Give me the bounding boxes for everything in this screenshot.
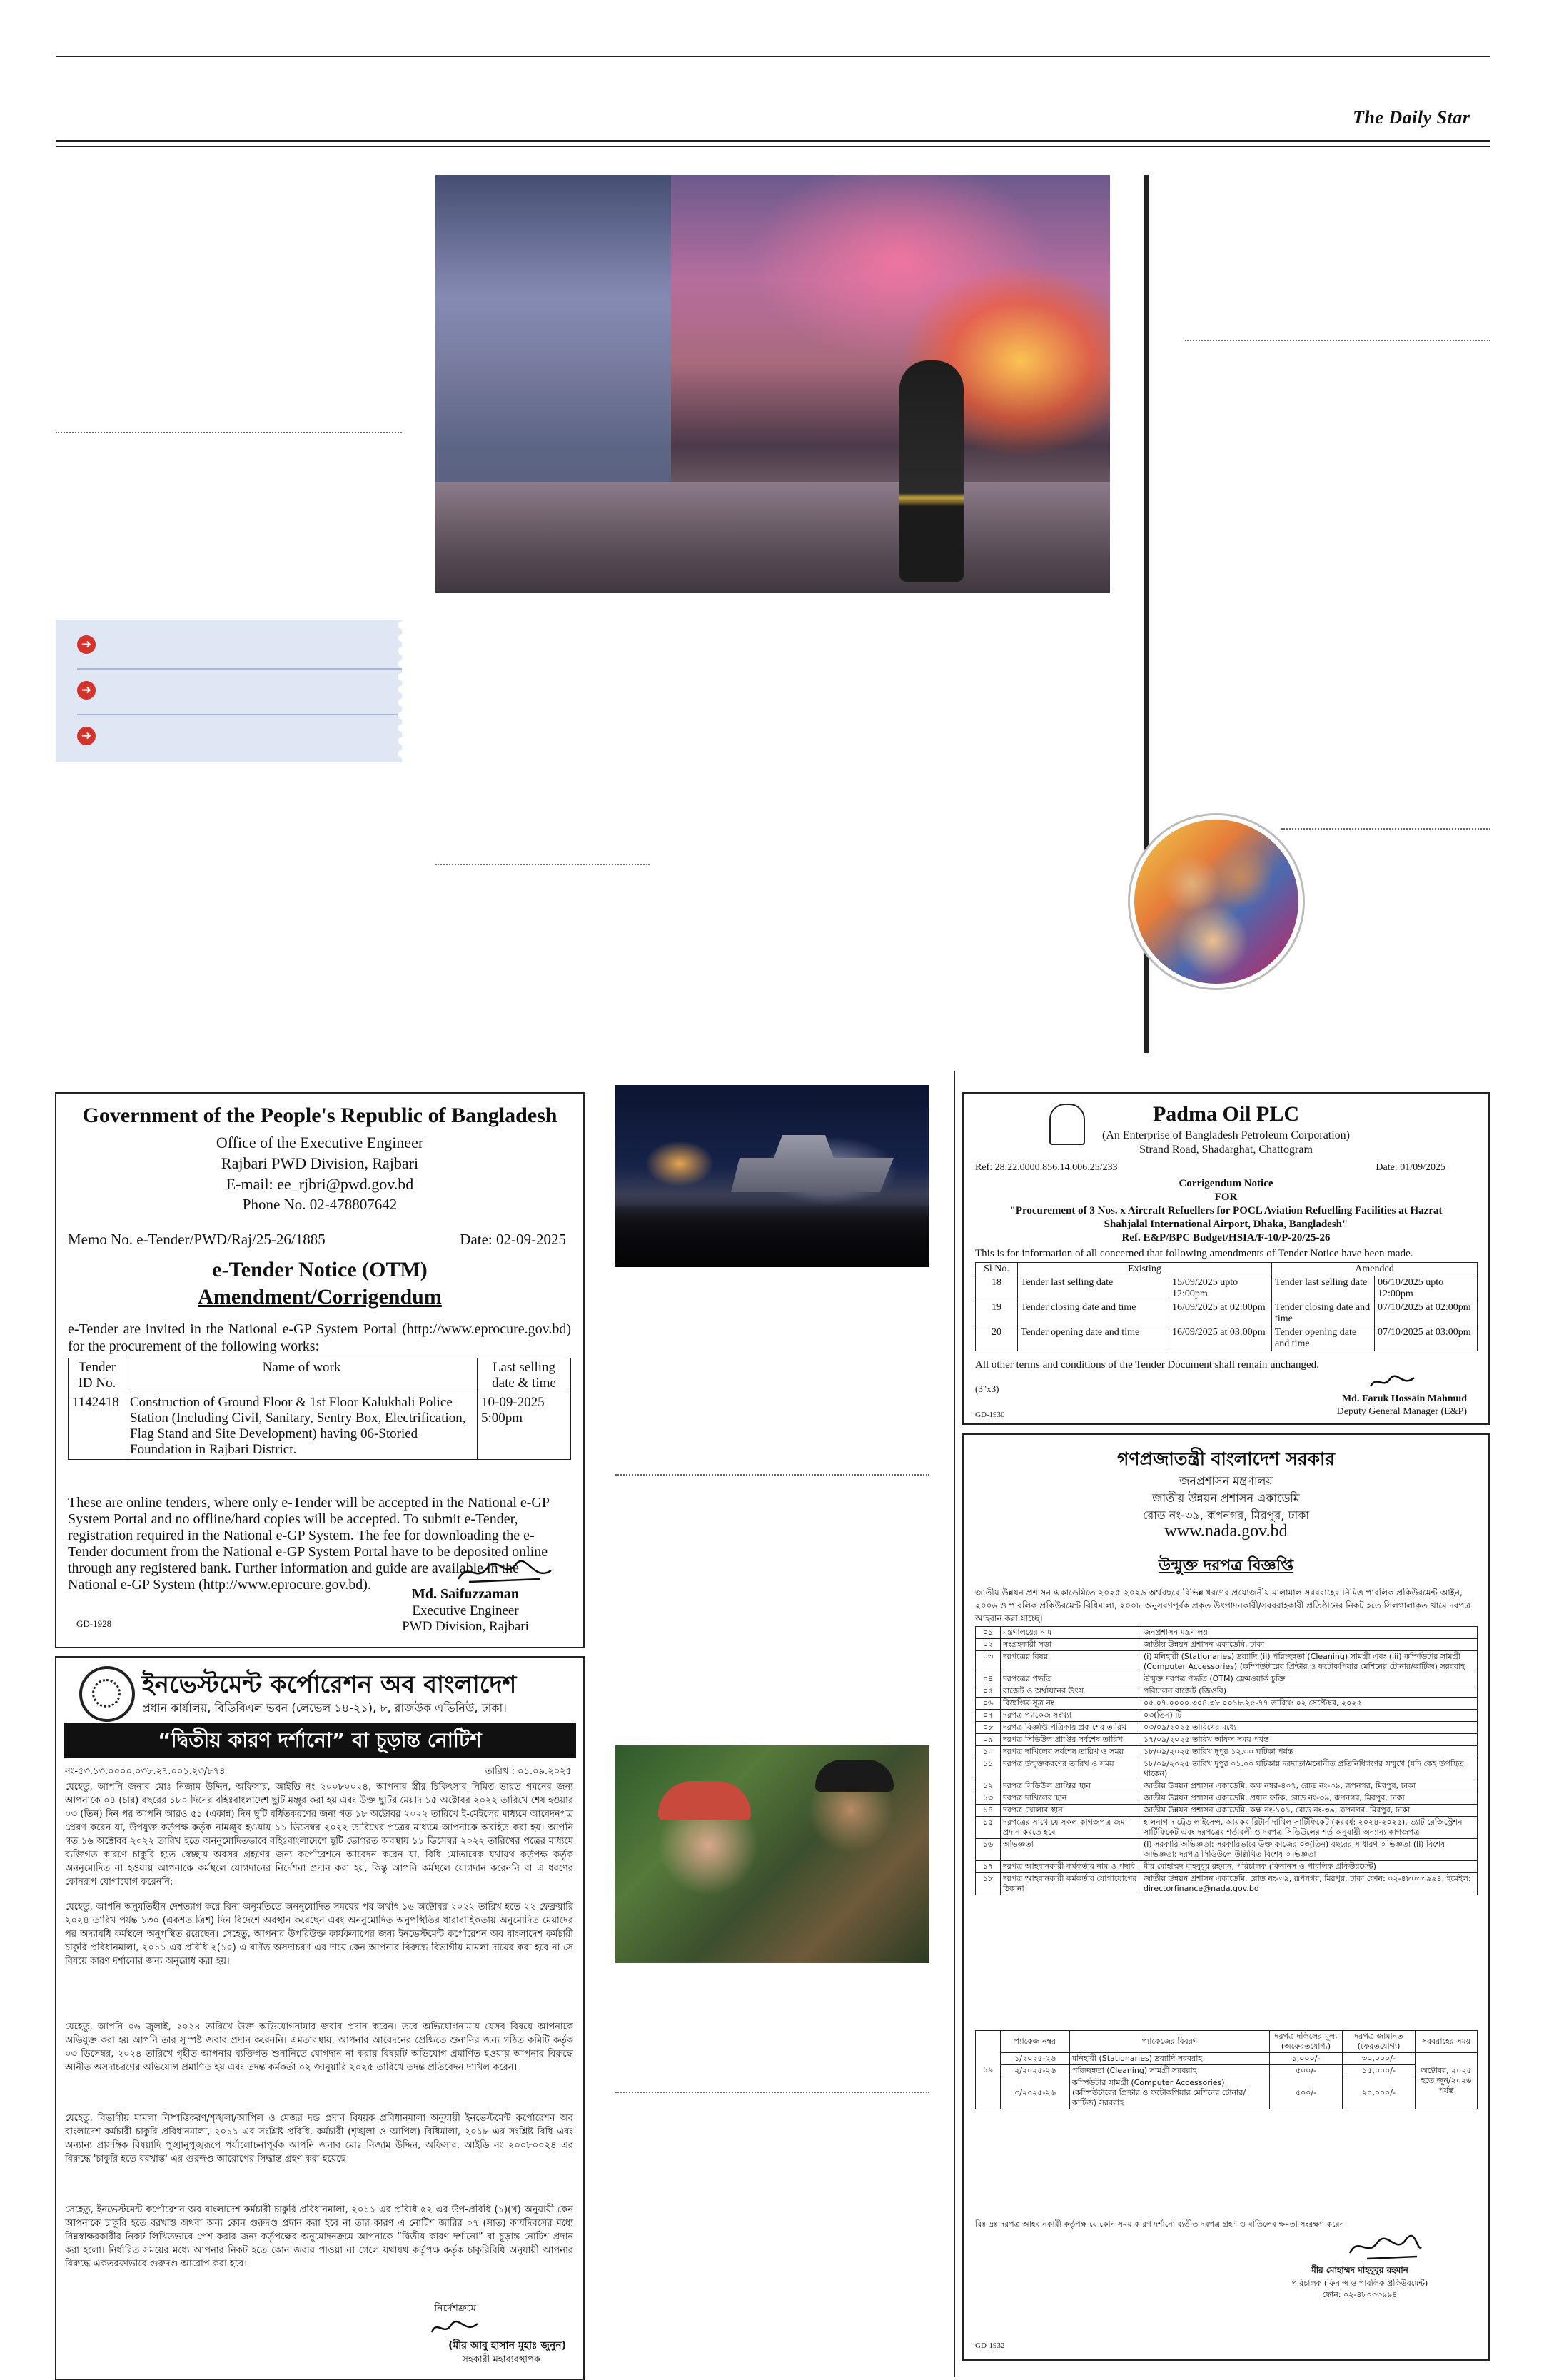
row-key: দরপত্রের বিষয় bbox=[1001, 1651, 1141, 1673]
arrow-circle-icon: ➜ bbox=[77, 727, 96, 745]
row-key: দরপত্র দাখিলের স্থান bbox=[1001, 1792, 1141, 1805]
ship-photo bbox=[615, 1085, 929, 1267]
table-row bbox=[976, 1722, 1478, 1734]
table-cell: Tender closing date and time bbox=[1272, 1301, 1375, 1326]
icb-notice-ad bbox=[55, 1656, 585, 2380]
table-cell: Tender last selling date bbox=[1018, 1276, 1169, 1301]
ad-address: প্রধান কার্যালয়, বিডিবিএল ভবন (লেভেল ১৪-২১), ৮, রাজউক এভিনিউ, ঢাকা। bbox=[142, 1701, 507, 1715]
arrow-circle-icon: ➜ bbox=[77, 681, 96, 700]
row-value: ১৮/০৯/২০২৫ তারিখ দুপুর ০১.০০ ঘটিকায় দরদাতা/মনোনীত প্রতিনিধিগণের সম্মুখে (যদি কেহ উপস্থিত থাকেন) bbox=[1141, 1758, 1478, 1780]
ad-email: E-mail: ee_rjbri@pwd.gov.bd bbox=[226, 1175, 414, 1193]
table-cell: Tender closing date and time bbox=[1018, 1301, 1169, 1326]
ad-division: Rajbari PWD Division, Rajbari bbox=[221, 1154, 419, 1172]
masthead-rule-2 bbox=[56, 146, 1490, 147]
icb-logo bbox=[79, 1666, 135, 1722]
photo-crowd bbox=[615, 1206, 929, 1267]
row-number: ১৩ bbox=[976, 1792, 1001, 1805]
package-price: ৫০০/- bbox=[1270, 2077, 1343, 2109]
table-row bbox=[976, 1685, 1478, 1698]
table-row bbox=[976, 1746, 1478, 1758]
photo-rubble bbox=[435, 482, 1110, 593]
ad-subtitle: (An Enterprise of Bangladesh Petroleum Corporation) bbox=[1101, 1129, 1351, 1141]
ref-number: নং-৫৩.১৩.০০০০.০৩৮.২৭.০০১.২৩/৮৭৪ bbox=[65, 1766, 226, 1777]
signatory-name: (মীর আবু হাসান মুহাঃ জুনুন) bbox=[448, 2340, 566, 2351]
round-photo-refugees bbox=[1130, 815, 1303, 988]
notice-notes: These are online tenders, where only e-Tender will be accepted in the National e-GP System Portal and no offline/hard copies will be accepted. To submit e-Tender, registration required in the National e-GP System. The fee for downloading the e-Tender document from the National e-GP System Portal have to be deposited online through any registered bank. Further information and guide are available in the National e-GP System (http://www.eprocure.gov.bd). bbox=[68, 1495, 550, 1593]
masthead-rule-1 bbox=[56, 140, 1490, 142]
notice-banner: “দ্বিতীয় কারণ দর্শানো” বা চূড়ান্ত নোটিশ bbox=[64, 1723, 576, 1758]
photo-firefighter bbox=[899, 360, 964, 582]
row-value: ০৫.০৭.০০০০.৩০৪.৩৮.০০১৮.২৫-৭৭ তারিখ: ০২ সেপ্টেম্বর, ২০২৫ bbox=[1141, 1698, 1478, 1710]
row-key: সংগ্রহকারী সত্তা bbox=[1001, 1639, 1141, 1651]
ad-phone: Phone No. 02-478807642 bbox=[242, 1196, 398, 1213]
ad-office: Office of the Executive Engineer bbox=[216, 1134, 424, 1151]
row-number: ১৭ bbox=[976, 1861, 1001, 1873]
tender-info-table bbox=[975, 1626, 1478, 1895]
gd-number: GD-1928 bbox=[76, 1618, 112, 1629]
notice-intro: e-Tender are invited in the National e-GP System Portal (http://www.eprocure.gov.bd) for the procurement of the following works: bbox=[68, 1321, 571, 1354]
notice-paragraph: যেহেতু, আপনি জনাব মোঃ নিজাম উদ্দিন, অফিসার, আইডি নং ২০০৮০০২৪, আপনার স্ত্রীর চিকিৎসার নিমিত্ত ভারত গমনের জন্য আপনাকে ০৪ (চার) বছরের ১৮০ দিনের বহিঃবাংলাদেশ ছুটি মঞ্জুর করা হয় এবং উক্ত ছুটির মেয়াদ ১৫ অক্টোবর ২০২২ তারিখে শেষ হওয়ার ০৩ (তিন) দিন পর আপনি আরও ৫১ (একান্ন) দিন ছুটি বর্ধিতকরণের জন্য গত ১৮ অক্টোবর ২০২২ তারিখে ই-মেইলের মাধ্যমে আবেদনপত্র প্রেরণ করেন যা, উপযুক্ত কর্তৃপক্ষ কর্তৃক নামঞ্জুর হওয়ায় ১১ ডিসেম্বর ২০২২ তারিখের পত্রের মাধ্যমে আপনাকে অবহিত করা হয়। আপনি গত ১৬ অক্টোবর ২০২২ তারিখ হতে অননুমোদিতভাবে বহিঃবাংলাদেশে ছুটি ভোগরত অবস্থায় ১১ ডিসেম্বর ২০২২ তারিখের পত্রের মাধ্যমে ব্যক্তিগত কারণে চাকুরি হতে স্বেচ্ছায় অবসর গ্রহণের জন্য কর্পোরেশনে আবেদন করেন যা, বিধি মোতাবেক যথাযথ কর্তৃপক্ষ কর্তৃক অননুমোদিত না হওয়ায় আপনাকে কর্মস্থলে যোগদানের নির্দেশনা প্রদান করা হয়, কিন্তু আপনি কর্মস্থলে যোগদান করেননি বা এ ধরণের কোনরূপ যোগাযোগ করেননি; bbox=[65, 1782, 573, 1887]
row-value: ০৩/০৯/২০২৫ তারিখের মধ্যে bbox=[1141, 1722, 1478, 1734]
table-row bbox=[976, 1710, 1478, 1722]
padma-corrigendum-ad bbox=[962, 1092, 1490, 1425]
table-header: Sl No. bbox=[976, 1263, 1018, 1276]
package-security: ১৫,০০০/- bbox=[1343, 2065, 1416, 2077]
photo-red-cap bbox=[658, 1781, 751, 1820]
row-number: ০৮ bbox=[976, 1722, 1001, 1734]
ad-ministry: জনপ্রশাসন মন্ত্রণালয় bbox=[1179, 1474, 1273, 1488]
table-cell: Tender last selling date bbox=[1272, 1276, 1375, 1301]
row-key: মন্ত্রণালয়ের নাম bbox=[1001, 1627, 1141, 1639]
ad-academy: জাতীয় উন্নয়ন প্রশাসন একাডেমি bbox=[1152, 1491, 1300, 1505]
perforated-edge bbox=[395, 620, 402, 762]
row-value: জাতীয় উন্নয়ন প্রশাসন একাডেমি, রোড নং-৩৯, রূপনগর, মিরপুর, ঢাকা ফোন: ০২-৪৮০৩৩৯৯৪, ইমেইল: directorfinance@nada.gov.bd bbox=[1141, 1873, 1478, 1895]
row-key: দরপত্রের সাথে যে সকল কাগজপত্র জমা প্রদান করতে হবে bbox=[1001, 1817, 1141, 1839]
ad-size: (3"x3) bbox=[975, 1383, 999, 1394]
table-row bbox=[976, 1780, 1478, 1792]
package-number: ১/২০২৫-২৬ bbox=[1001, 2053, 1070, 2065]
package-security: ২০,০০০/- bbox=[1343, 2077, 1416, 2109]
soldier-photo bbox=[615, 1745, 929, 1963]
table-row bbox=[976, 1817, 1478, 1839]
row-value: (i) সরকারি অভিজ্ঞতা: সরকারিভাবে উক্ত কাজের ০৩(তিন) বছরের সাধারণ অভিজ্ঞতা (ii) বিশেষ অভিজ্ঞতা: দরপত্র সিডিউলে উল্লিখিত বিশেষ অভিজ্ঞতা bbox=[1141, 1839, 1478, 1861]
row-key: অভিজ্ঞতা bbox=[1001, 1839, 1141, 1861]
row-key: বিজ্ঞপ্তির সূত্র নং bbox=[1001, 1698, 1141, 1710]
row-number: ১৫ bbox=[976, 1817, 1001, 1839]
notice-footer: বিঃ দ্রঃ দরপত্র আহবানকারী কর্তৃপক্ষ যে কোন সময় কারণ দর্শানো ব্যতীত দরপত্র গ্রহণ ও বাতিলের ক্ষমতা সংরক্ষণ করেন। bbox=[975, 2219, 1348, 2229]
left-column-rule bbox=[56, 432, 402, 433]
row-number: ০২ bbox=[976, 1639, 1001, 1651]
designation-line: Executive Engineer bbox=[412, 1603, 519, 1618]
tender-table bbox=[68, 1358, 571, 1460]
package-desc: কম্পিউটার সামগ্রী (Computer Accessories) (কম্পিউটারের প্রিন্টার ও ফটোকপিয়ার মেশিনের টোনার/কার্টিজ) সরবরাহ bbox=[1070, 2077, 1270, 2109]
ad-address: রোড নং-৩৯, রূপনগর, মিরপুর, ঢাকা bbox=[1142, 1508, 1310, 1522]
signature bbox=[426, 2318, 483, 2338]
notice-date: Date: 02-09-2025 bbox=[460, 1231, 566, 1248]
table-row bbox=[976, 1792, 1478, 1805]
notice-paragraph: যেহেতু, আপনি অনুমতিহীন দেশত্যাগ করে বিনা অনুমতিতে অননুমোদিত সময়ের পর অর্থাৎ ১৬ অক্টোবর ২০২২ তারিখ হতে ২২ ফেব্রুয়ারি ২০২৪ তারিখ পর্যন্ত ১৩০ (একশত ত্রিশ) দিন বিদেশে অবস্থান করেছেন এবং অননুমোদিত অনুপস্থিতির ধারাবাহিকতায় অনুমোদিত মেয়াদের পর অদ্যাবধি কর্মস্থলে অনুপস্থিত রয়েছেন। সেহেতু, আপনার উপরিউক্ত কার্যকলাপের জন্য ইনভেস্টমেন্ট কর্পোরেশন অব বাংলাদেশ কর্মচারী চাকুরি প্রবিধানমালা, ২০১১ এর প্রবিধি ২(১০) এ বর্ণিত অসদাচরণ এর দায়ে কেন আপনার বিরুদ্ধে বিভাগীয় মামলা দায়ের করা হবে না সে বিষয়ে কারণ দর্শানোর জন্য অনুরোধ করা হয়। bbox=[65, 1902, 573, 1967]
table-cell: 19 bbox=[976, 1301, 1018, 1326]
fire-photo bbox=[435, 175, 1110, 593]
row-number: ০৬ bbox=[976, 1698, 1001, 1710]
row-number: ০৯ bbox=[976, 1734, 1001, 1746]
row-value: ১৭/০৯/২০২৫ তারিখ অফিস সময় পর্যন্ত bbox=[1141, 1734, 1478, 1746]
signatory-name: Md. Saifuzzaman bbox=[412, 1586, 519, 1602]
signature bbox=[1346, 2233, 1424, 2261]
row-key: দরপত্র আহবানকারী কর্মকর্তার যোগাযোগের ঠিকানা bbox=[1001, 1873, 1141, 1895]
row-number: ১৯ bbox=[976, 2031, 1001, 2109]
table-row bbox=[976, 1627, 1478, 1639]
notice-paragraph: যেহেতু, বিভাগীয় মামলা নিষ্পত্তিকরণ/শৃঙ্খলা/আপিল ও মেজর দন্ড প্রদান বিষয়ক প্রবিধানমালা অনুযায়ী ইনভেস্টমেন্ট কর্পোরেশন অব বাংলাদেশ কর্মচারী চাকুরি প্রবিধানমালা, ২০১১ এর সংশ্লিষ্ট প্রবিধি, কর্মচারী (শৃঙ্খলা ও আপিল) বিধিমালা, ২০১৮ এর সংশ্লিষ্ট বিধি এবং অন্যান্য প্রাসঙ্গিক বিষয়াদি পুঙ্খানুপুঙ্খরূপে পর্যালোচনাপূর্বক আপনি জনাব মোঃ নিজাম উদ্দিন, অফিসার, আইডি নং ২০০৮০০২৪ এর বিরুদ্ধে 'চাকুরি হতে বরখাস্ত' এর গুরুদণ্ড আরোপের সিদ্ধান্ত গ্রহণ করা হয়েছে। bbox=[65, 2113, 573, 2164]
related-link-2[interactable] bbox=[77, 671, 402, 715]
row-number: ১২ bbox=[976, 1780, 1001, 1792]
table-row bbox=[976, 1734, 1478, 1746]
supply-period: অক্টোবর, ২০২৫ হতে জুন/২০২৬ পর্যন্ত bbox=[1416, 2053, 1478, 2109]
row-value: জাতীয় উন্নয়ন প্রশাসন একাডেমি, প্রধান ফটক, রোড নং-৩৯, রূপনগর, মিরপুর, ঢাকা bbox=[1141, 1792, 1478, 1805]
package-price: ১,০০০/- bbox=[1270, 2053, 1343, 2065]
arrow-circle-icon: ➜ bbox=[77, 635, 96, 654]
table-header: Last selling date & time bbox=[478, 1358, 571, 1393]
row-number: ০৪ bbox=[976, 1673, 1001, 1685]
table-row bbox=[976, 1805, 1478, 1817]
table-cell: Tender opening date and time bbox=[1018, 1326, 1169, 1351]
notice-date: তারিখ : ০১.০৯.২০২৫ bbox=[485, 1766, 572, 1777]
notice-heading: Corrigendum Notice bbox=[1179, 1178, 1273, 1189]
row-number: ১৬ bbox=[976, 1839, 1001, 1861]
notice-paragraph: যেহেতু, আপনি ০৬ জুলাই, ২০২৪ তারিখে উক্ত অভিযোগনামার জবাব প্রদান করেন। তবে অভিযোগনামায় যেসব বিষয়ে আপনাকে অভিযুক্ত করা হয় আপনি তার সুস্পষ্ট জবাব প্রদান করেননি। এমতাবস্থায়, আপনার আবেদনের প্রেক্ষিতে শুনানির জন্য গঠিত কমিটি কর্তৃক ০৩ ডিসেম্বর, ২০২৪ তারিখে গৃহীত আপনার ব্যক্তিগত শুনানিতে যোগদান না করায় বিষয়টি অভিযোগ প্রমাণিত হওয়ায় আপনার বিরুদ্ধে আনীত অসদাচরণের অভিযোগ প্রমাণিত হয় এবং তদন্ত কর্মকর্তা ০২ জানুয়ারি ২০২৫ তারিখে তদন্ত প্রতিবেদন দাখিল করেন। bbox=[65, 2022, 573, 2073]
row-value: উন্মুক্ত দরপত্র পদ্ধতি (OTM) ফ্রেমওয়ার্ক চুক্তি bbox=[1141, 1673, 1478, 1685]
ad-title: Padma Oil PLC bbox=[1152, 1102, 1299, 1126]
ad-website[interactable]: www.nada.gov.bd bbox=[1164, 1522, 1288, 1541]
package-number: ২/২০২৫-২৬ bbox=[1001, 2065, 1070, 2077]
table-row bbox=[976, 2065, 1478, 2077]
notice-heading: "Procurement of 3 Nos. x Aircraft Refuellers for POCL Aviation Refuelling Facilities at Hazrat bbox=[1009, 1205, 1443, 1216]
notice-heading: Shahjalal International Airport, Dhaka, Bangladesh" bbox=[1104, 1219, 1348, 1230]
amendment-table bbox=[975, 1262, 1478, 1351]
ad-title: গণপ্রজাতন্ত্রী বাংলাদেশ সরকার bbox=[1117, 1448, 1335, 1469]
row-number: ১১ bbox=[976, 1758, 1001, 1780]
row-value: জনপ্রশাসন মন্ত্রণালয় bbox=[1141, 1627, 1478, 1639]
row-value: জাতীয় উন্নয়ন প্রশাসন একাডেমি, কক্ষ নম্বর-৪০৭, রোড নং-৩৯, রূপনগর, মিরপুর, ঢাকা bbox=[1141, 1780, 1478, 1792]
table-row bbox=[976, 1861, 1478, 1873]
row-key: দরপত্র আহবানকারী কর্মকর্তার নাম ও পদবি bbox=[1001, 1861, 1141, 1873]
table-row bbox=[976, 1873, 1478, 1895]
package-price: ৫০০/- bbox=[1270, 2065, 1343, 2077]
photo-building bbox=[435, 175, 671, 482]
table-row bbox=[976, 1698, 1478, 1710]
row-value: হালনাগাদ ট্রেড লাইসেন্স, আয়কর রিটার্ন দাখিল সার্টিফিকেট (করবর্ষ: ২০২৪-২০২৫), ভ্যাট রেজিস্ট্রেশন সার্টিফিকেট এবং দরপত্রের শর্তাবলী ও দরপত্র সিডিউলের শর্ত অনুযায়ী অন্যান্য কাগজপত্র bbox=[1141, 1817, 1478, 1839]
table-cell: 06/10/2025 upto 12:00pm bbox=[1375, 1276, 1478, 1301]
row-key: দরপত্র সিডিউল প্রাপ্তির সর্বশেষ তারিখ bbox=[1001, 1734, 1141, 1746]
row-number: ০৫ bbox=[976, 1685, 1001, 1698]
package-desc: মনিহারী (Stationaries) দ্রব্যাদি সরবরাহ bbox=[1070, 2053, 1270, 2065]
row-value: মীর মোহাম্মদ মাহবুবুর রহমান, পরিচালক (কিনানস ও পাবলিক প্রকিউরমেন্ট) bbox=[1141, 1861, 1478, 1873]
table-cell: 07/10/2025 at 03:00pm bbox=[1375, 1326, 1478, 1351]
ad-org: ইনভেস্টমেন্ট কর্পোরেশন অব বাংলাদেশ bbox=[142, 1670, 517, 1699]
table-row bbox=[976, 2077, 1478, 2109]
row-key: দরপত্র বিজ্ঞপ্তি পত্রিকায় প্রকাশের তারিখ bbox=[1001, 1722, 1141, 1734]
row-key: দরপত্রের পদ্ধতি bbox=[1001, 1673, 1141, 1685]
signatory-designation: Deputy General Manager (E&P) bbox=[1336, 1406, 1467, 1417]
table-row bbox=[976, 1839, 1478, 1861]
memo-number: Memo No. e-Tender/PWD/Raj/25-26/1885 bbox=[68, 1231, 326, 1248]
center-column-rule bbox=[435, 864, 650, 865]
designation-line: PWD Division, Rajbari bbox=[402, 1619, 529, 1634]
notice-date: Date: 01/09/2025 bbox=[1376, 1162, 1445, 1173]
signatory-designation: পরিচালক (ফিনান্স ও পাবলিক প্রকিউরমেন্ট) bbox=[1291, 2279, 1428, 2288]
row-value: ১৮/০৯/২০২৫ তারিখ দুপুর ১২.৩০ ঘটিকা পর্যন্ত bbox=[1141, 1746, 1478, 1758]
row-value: পরিচালন বাজেট (জিওবি) bbox=[1141, 1685, 1478, 1698]
signatory-designation bbox=[376, 1603, 555, 1635]
signatory-phone: ফোন: ০২-৪৮০৩৩৯৯৪ bbox=[1322, 2290, 1398, 2299]
table-cell: 07/10/2025 at 02:00pm bbox=[1375, 1301, 1478, 1326]
row-key: দরপত্র উন্মুক্তকরণের তারিখ ও সময় bbox=[1001, 1758, 1141, 1780]
row-value: ০৩(তিন) টি bbox=[1141, 1710, 1478, 1722]
table-header: প্যাকেজ নম্বর bbox=[1001, 2031, 1070, 2053]
signatory-name: Md. Faruk Hossain Mahmud bbox=[1341, 1393, 1467, 1404]
row-key: দরপত্র খোলার স্থান bbox=[1001, 1805, 1141, 1817]
row-value: (i) মনিহারী (Stationaries) দ্রব্যাদি (ii) পরিচ্ছন্নতা (Cleaning) সামগ্রী এবং (iii) কম্পিউটার সামগ্রী (Computer Accessories) (কম্পিউটারের প্রিন্টার ও ফটোকপিয়ার মেশিনের টোনার/কার্টিজ) সরবরাহ bbox=[1141, 1651, 1478, 1673]
tender-id: 1142418 bbox=[69, 1393, 126, 1460]
row-key: দরপত্র সিডিউল প্রাপ্তির স্থান bbox=[1001, 1780, 1141, 1792]
notice-intro: জাতীয় উন্নয়ন প্রশাসন একাডেমিতে ২০২৫-২০২৬ অর্থবছরে বিভিন্ন ধরণের প্রয়োজনীয় মালামাল সরবরাহের নিমিত্ত পাবলিক প্রকিউরমেন্ট আইন, ২০০৬ ও পাবলিক প্রকিউরমেন্ট বিধিমালা, ২০০৮ অনুসরণপূর্বক প্রকৃত উৎপাদনকারী/সরবরাহকারী প্রতিষ্ঠানের নিকট হতে সিলগালাকৃত খামে দরপত্র আহবান করা যাচ্ছে। bbox=[975, 1588, 1471, 1623]
table-cell: 18 bbox=[976, 1276, 1018, 1301]
table-header: প্যাকেজের বিবরণ bbox=[1070, 2031, 1270, 2053]
notice-heading: উন্মুক্ত দরপত্র বিজ্ঞপ্তি bbox=[1158, 1557, 1294, 1575]
work-name: Construction of Ground Floor & 1st Floor Kalukhali Police Station (Including Civil, Sanitary, Sentry Box, Electrification, Flag Stand and Site Development) having 06-Storied Foundation in Rajbari District. bbox=[126, 1393, 478, 1460]
table-header: দরপত্র দলিলের মূল্য (অফেরতযোগ্য) bbox=[1270, 2031, 1343, 2053]
table-row bbox=[69, 1393, 571, 1460]
ad-title: Government of the People's Republic of Bangladesh bbox=[82, 1104, 557, 1127]
ad-address: Strand Road, Shadarghat, Chattogram bbox=[1139, 1144, 1313, 1156]
ref-number: Ref: 28.22.0000.856.14.006.25/233 bbox=[975, 1162, 1118, 1173]
row-number: ০৭ bbox=[976, 1710, 1001, 1722]
row-key: বাজেট ও অর্থায়নের উৎস bbox=[1001, 1685, 1141, 1698]
table-row bbox=[976, 1651, 1478, 1673]
row-number: ০১ bbox=[976, 1627, 1001, 1639]
table-cell: 16/09/2025 at 03:00pm bbox=[1169, 1326, 1272, 1351]
row-number: ১০ bbox=[976, 1746, 1001, 1758]
table-header: সরবরাহের সময় bbox=[1416, 2031, 1478, 2053]
gd-number: GD-1930 bbox=[975, 1411, 1005, 1419]
ad-column-divider bbox=[954, 1071, 955, 2377]
related-links-box bbox=[56, 620, 402, 762]
related-link-1[interactable] bbox=[77, 625, 402, 670]
package-security: ৩০,০০০/- bbox=[1343, 2053, 1416, 2065]
notice-other: All other terms and conditions of the Tender Document shall remain unchanged. bbox=[975, 1359, 1319, 1371]
nada-tender-ad bbox=[962, 1433, 1490, 2361]
notice-paragraph: সেহেতু, ইনভেস্টমেন্ট কর্পোরেশন অব বাংলাদেশ কর্মচারী চাকুরি প্রবিধানমালা, ২০১১ এর প্রবিধি ৫২ এর উপ-প্রবিধি (১)(খ) অনুযায়ী কেন আপনাকে চাকুরি হতে বরখাস্ত অথবা অন্য কোন গুরুদণ্ড প্রদান করা হবে না তার কারণ এ নোটিশ জারির ০৭ (সাত) কার্যদিবসের মধ্যে নিম্নস্বাক্ষরকারীর নিকট লিখিতভাবে পেশ করার জন্য কর্তৃপক্ষের অনুমোদনক্রমে আপনাকে “দ্বিতীয় কারণ দর্শানো” বা চূড়ান্ত নোটিশ প্রদান করা হলো। নির্ধারিত সময়ের মধ্যে আপনার নিকট হতে কোন জবাব পাওয়া না গেলে যথাযথ কর্তৃপক্ষ কর্তৃক চাকুরিবিধি অনুযায়ী আপনার বিরুদ্ধে একতরফাভাবে গুরুদণ্ড আরোপ করা হবে। bbox=[65, 2204, 573, 2269]
table-row bbox=[976, 1326, 1478, 1351]
middle-rule-1 bbox=[615, 1474, 929, 1476]
package-number: ৩/২০২৫-২৬ bbox=[1001, 2077, 1070, 2109]
table-header: Name of work bbox=[126, 1358, 478, 1393]
signature bbox=[1367, 1373, 1417, 1391]
right-column-rule-1 bbox=[1185, 340, 1490, 341]
related-link-3[interactable] bbox=[77, 717, 402, 760]
table-header: Existing bbox=[1018, 1263, 1272, 1276]
notice-heading: FOR bbox=[1214, 1191, 1238, 1203]
table-row bbox=[976, 1673, 1478, 1685]
pwd-tender-ad bbox=[55, 1092, 585, 1648]
row-key: দরপত্র প্যাকেজ সংখ্যা bbox=[1001, 1710, 1141, 1722]
table-header: Tender ID No. bbox=[69, 1358, 126, 1393]
notice-subheading: Amendment/Corrigendum bbox=[198, 1285, 442, 1309]
signatory-designation: সহকারী মহাব্যবস্থাপক bbox=[462, 2354, 540, 2365]
notice-info: This is for information of all concerned that following amendments of Tender Notice have been made. bbox=[975, 1248, 1413, 1259]
table-cell: 20 bbox=[976, 1326, 1018, 1351]
table-row bbox=[976, 1276, 1478, 1301]
top-rule bbox=[56, 56, 1490, 57]
right-column-rule-2 bbox=[1281, 828, 1490, 830]
table-row bbox=[976, 1639, 1478, 1651]
middle-rule-2 bbox=[615, 2092, 929, 2093]
table-row bbox=[976, 1758, 1478, 1780]
notice-heading: e-Tender Notice (OTM) bbox=[212, 1258, 428, 1281]
table-header: Amended bbox=[1272, 1263, 1478, 1276]
signatory-name: মীর মোহাম্মদ মাহবুবুর রহমান bbox=[1311, 2265, 1408, 2275]
newspaper-brand: The Daily Star bbox=[1353, 107, 1470, 128]
row-number: ০৩ bbox=[976, 1651, 1001, 1673]
notice-heading: Ref. E&P/BPC Budget/HSIA/F-10/P-20/25-26 bbox=[1121, 1232, 1331, 1244]
by-order: নির্দেশক্রমে bbox=[434, 2303, 476, 2314]
row-value: জাতীয় উন্নয়ন প্রশাসন একাডেমি, কক্ষ নং-১০১, রোড নং-৩৯, রূপনগর, মিরপুর, ঢাকা bbox=[1141, 1805, 1478, 1817]
row-number: ১৪ bbox=[976, 1805, 1001, 1817]
table-cell: 15/09/2025 upto 12:00pm bbox=[1169, 1276, 1272, 1301]
row-value: জাতীয় উন্নয়ন প্রশাসন একাডেমি, ঢাকা bbox=[1141, 1639, 1478, 1651]
package-desc: পরিচ্ছন্নতা (Cleaning) সামগ্রী সরবরাহ bbox=[1070, 2065, 1270, 2077]
photo-ship bbox=[722, 1135, 894, 1192]
row-number: ১৮ bbox=[976, 1873, 1001, 1895]
photo-black-beret bbox=[815, 1760, 894, 1792]
row-key: দরপত্র দাখিলের সর্বশেষ তারিখ ও সময় bbox=[1001, 1746, 1141, 1758]
package-table bbox=[975, 2030, 1478, 2109]
last-selling: 10-09-2025 5:00pm bbox=[478, 1393, 571, 1460]
table-cell: 16/09/2025 at 02:00pm bbox=[1169, 1301, 1272, 1326]
signature bbox=[455, 1558, 555, 1586]
table-row bbox=[976, 2053, 1478, 2065]
table-cell: Tender opening date and time bbox=[1272, 1326, 1375, 1351]
table-header: দরপত্র জামানত (ফেরতযোগ্য) bbox=[1343, 2031, 1416, 2053]
gd-number: GD-1932 bbox=[975, 2341, 1005, 2350]
table-row bbox=[976, 1301, 1478, 1326]
